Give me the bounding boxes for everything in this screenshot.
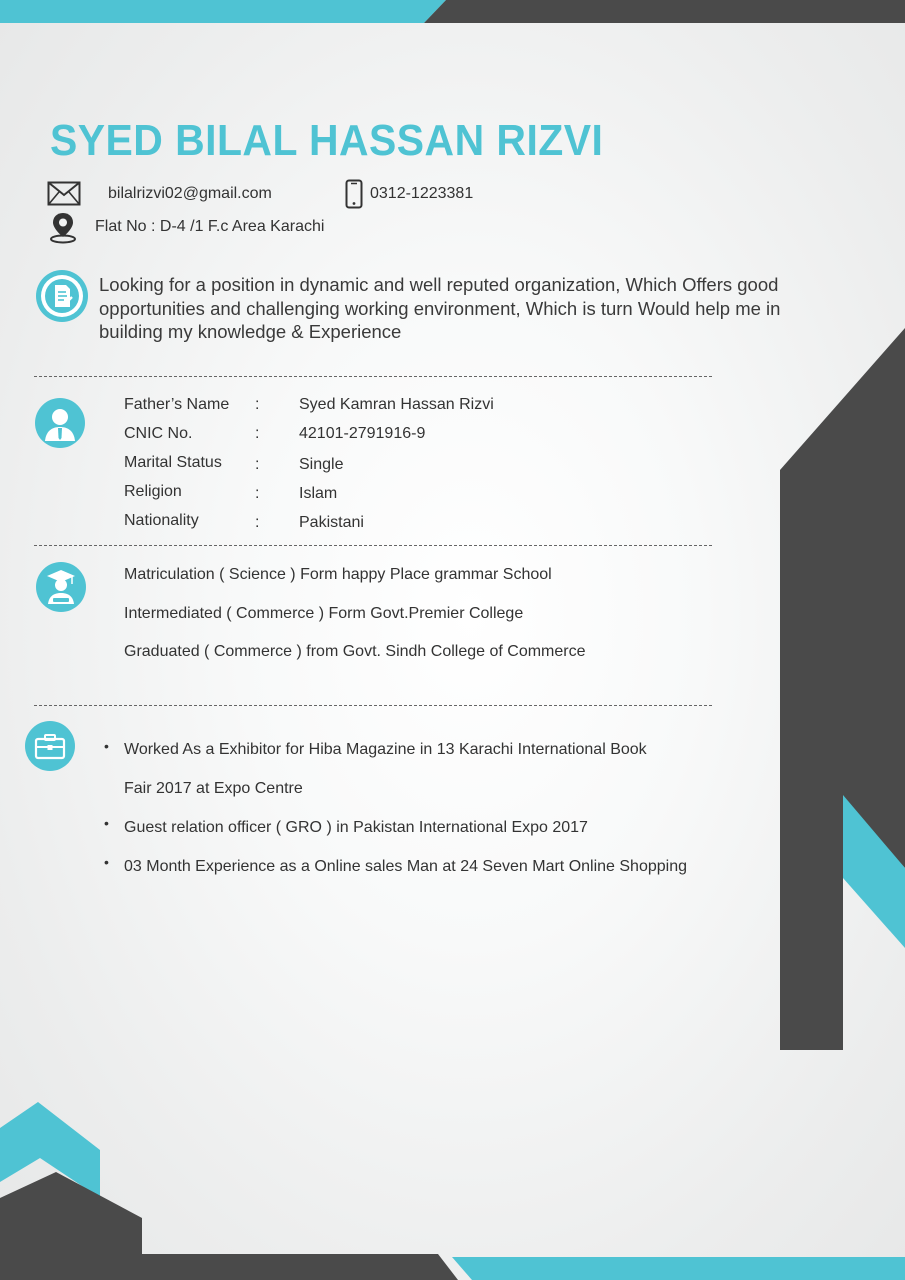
religion-label: Religion [124,483,182,500]
bottom-left-dark-shape [0,1172,142,1280]
briefcase-icon [25,721,75,771]
address-text: Flat No : D-4 /1 F.c Area Karachi [95,218,325,235]
bottom-dark-band [142,1254,458,1280]
person-icon [35,398,85,448]
cnic-separator: : [255,425,260,442]
section-divider [34,545,712,546]
experience-item: Worked As a Exhibitor for Hiba Magazine in 13 Karachi International Book [124,741,647,758]
nationality-separator: : [255,514,260,531]
location-pin-icon [48,211,78,244]
cnic-value: 42101-2791916-9 [299,425,426,442]
fathers-name-separator: : [255,396,260,413]
marital-status-separator: : [255,456,260,473]
fathers-name-value: Syed Kamran Hassan Rizvi [299,396,494,413]
top-cyan-band [0,0,446,23]
cnic-label: CNIC No. [124,425,193,442]
experience-item-continuation: Fair 2017 at Expo Centre [124,780,303,797]
bullet-marker: • [104,854,109,870]
candidate-name: SYED BILAL HASSAN RIZVI [50,116,604,165]
education-item: Matriculation ( Science ) Form happy Place grammar School [124,566,552,583]
nationality-value: Pakistani [299,514,364,531]
experience-item: 03 Month Experience as a Online sales Man at 24 Seven Mart Online Shopping [124,858,687,875]
email-text: bilalrizvi02@gmail.com [108,185,272,202]
mobile-phone-icon [345,179,363,209]
right-dark-shape [780,328,905,1050]
education-item: Intermediated ( Commerce ) Form Govt.Premier College [124,605,524,622]
section-divider [34,376,712,377]
religion-value: Islam [299,485,338,502]
education-item: Graduated ( Commerce ) from Govt. Sindh College of Commerce [124,643,586,660]
bullet-marker: • [104,738,109,754]
marital-status-label: Marital Status [124,454,222,471]
nationality-label: Nationality [124,512,199,529]
marital-status-value: Single [299,456,344,473]
phone-text: 0312-1223381 [370,185,474,202]
graduate-icon [36,562,86,612]
objective-text: Looking for a position in dynamic and well reputed organization, Which Offers good opportunities and challenging working environment, Which is turn Would help me in building my knowledge & Experience [99,274,781,342]
experience-item: Guest relation officer ( GRO ) in Pakistan International Expo 2017 [124,819,588,836]
bottom-cyan-band [452,1257,905,1280]
top-dark-band [424,0,905,23]
fathers-name-label: Father’s Name [124,396,230,413]
bullet-marker: • [104,815,109,831]
section-divider [34,705,712,706]
document-icon [36,270,88,322]
religion-separator: : [255,485,260,502]
envelope-icon [47,181,81,206]
